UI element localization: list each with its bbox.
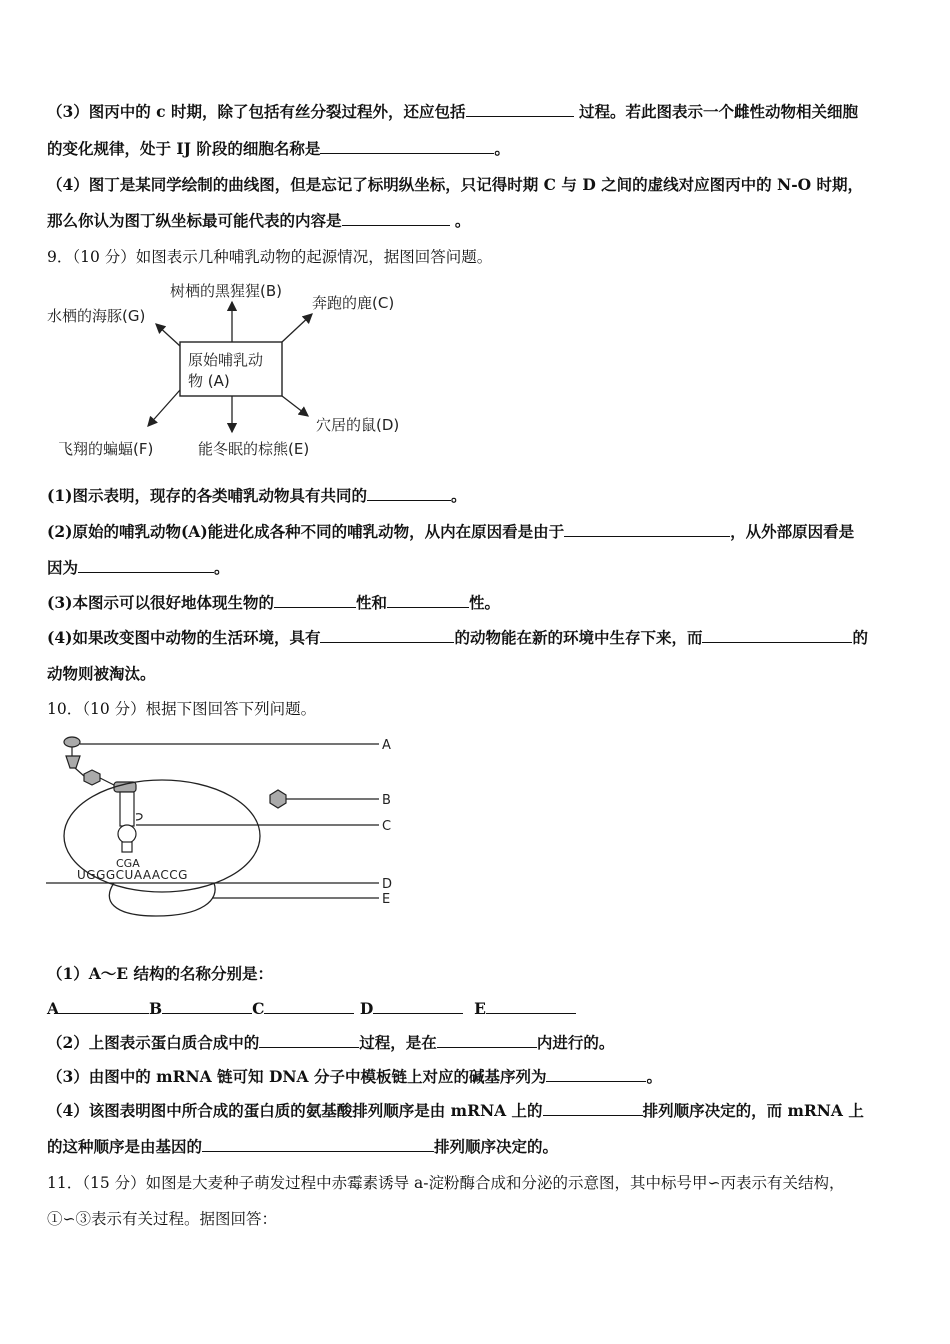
q11-header-line2: ①∽③表示有关过程。据图回答： bbox=[47, 1210, 277, 1228]
origin-label-line2: 物 (A) bbox=[188, 372, 230, 390]
answer-blank[interactable] bbox=[373, 999, 463, 1014]
label-D: D bbox=[382, 877, 393, 892]
q8-part4-line1: （4）图丁是某同学绘制的曲线图，但是忘记了标明纵坐标，只记得时期 C 与 D 之间的虚线对应图丙中的 N-O 时期， bbox=[47, 175, 864, 194]
arrow-to-F bbox=[148, 390, 180, 426]
q9-header: 9．（10 分）如图表示几种哺乳动物的起源情况，据图回答问题。 bbox=[47, 248, 493, 266]
q11-header-line1: 11．（15 分）如图是大麦种子萌发过程中赤霉素诱导 a-淀粉酶合成和分泌的示意图，其中标号甲∽丙表示有关结构， bbox=[47, 1174, 845, 1192]
q10-sub2: （2）上图表示蛋白质合成中的 过程，是在 内进行的。 bbox=[47, 1033, 615, 1052]
answer-blank[interactable] bbox=[486, 999, 576, 1014]
q9-sub4-line2: 动物则被淘汰。 bbox=[47, 664, 156, 683]
amino-acid-2 bbox=[66, 756, 80, 768]
label-B: 树栖的黑猩猩(B) bbox=[170, 282, 282, 300]
q10-header: 10．（10 分）根据下图回答下列问题。 bbox=[47, 700, 317, 718]
label-B: B bbox=[382, 793, 391, 808]
q10-sub1-blanks: A B C D E bbox=[47, 999, 576, 1019]
arrow-to-D bbox=[282, 396, 308, 416]
q9-sub2-line2: 因为 。 bbox=[47, 558, 230, 577]
answer-blank[interactable] bbox=[59, 999, 149, 1014]
label-D: 穴居的鼠(D) bbox=[316, 416, 400, 434]
answer-blank[interactable] bbox=[367, 486, 451, 501]
arrow-to-G bbox=[156, 324, 180, 346]
answer-blank[interactable] bbox=[546, 1067, 646, 1082]
answer-blank[interactable] bbox=[564, 522, 730, 537]
q10-sub4-line1: （4）该图表明图中所合成的蛋白质的氨基酸排列顺序是由 mRNA 上的 排列顺序决定的，而 mRNA 上 bbox=[47, 1101, 864, 1120]
q8-part3-line1: （3）图丙中的 c 时期，除了包括有丝分裂过程外，还应包括 过程。若此图表示一个雌性动物相关细胞 bbox=[47, 102, 858, 121]
label-C: C bbox=[382, 819, 392, 834]
answer-blank[interactable] bbox=[437, 1033, 537, 1048]
label-E: E bbox=[382, 892, 391, 907]
amino-acid-3 bbox=[84, 770, 100, 785]
label-G: 水栖的海豚(G) bbox=[47, 307, 146, 325]
answer-blank[interactable] bbox=[342, 211, 450, 226]
trna-arm bbox=[136, 814, 142, 820]
translation-diagram bbox=[44, 730, 404, 920]
label-C: 奔跑的鹿(C) bbox=[312, 294, 395, 312]
q10-sub1: （1）A～E 结构的名称分别是： bbox=[47, 964, 274, 983]
label-E: 能冬眠的棕熊(E) bbox=[198, 440, 310, 458]
answer-blank[interactable] bbox=[259, 1033, 359, 1048]
trna-loop bbox=[118, 825, 136, 843]
q9-sub2-line1: (2)原始的哺乳动物(A)能进化成各种不同的哺乳动物，从内在原因看是由于 ，从外部原因看是 bbox=[47, 522, 855, 541]
free-amino-acid bbox=[270, 790, 286, 808]
label-F: 飞翔的蝙蝠(F) bbox=[58, 440, 154, 458]
q8-part4-line2: 那么你认为图丁纵坐标最可能代表的内容是 。 bbox=[47, 211, 471, 230]
answer-blank[interactable] bbox=[320, 628, 454, 643]
q9-sub1: (1)图示表明，现存的各类哺乳动物具有共同的 。 bbox=[47, 486, 467, 505]
answer-blank[interactable] bbox=[162, 999, 252, 1014]
mrna-sequence: UGGGCUAAACCG bbox=[77, 868, 188, 882]
origin-label-line1: 原始哺乳动 bbox=[188, 351, 264, 369]
q10-sub3: （3）由图中的 mRNA 链可知 DNA 分子中模板链上对应的碱基序列为 。 bbox=[47, 1067, 662, 1086]
q10-sub4-line2: 的这种顺序是由基因的 排列顺序决定的。 bbox=[47, 1137, 559, 1156]
answer-blank[interactable] bbox=[274, 593, 356, 608]
anticodon-text: CGA bbox=[116, 857, 140, 870]
answer-blank[interactable] bbox=[387, 593, 469, 608]
q9-sub3: (3)本图示可以很好地体现生物的 性和 性。 bbox=[47, 593, 500, 612]
trna-anticodon-arm bbox=[122, 842, 132, 852]
answer-blank[interactable] bbox=[702, 628, 852, 643]
arrow-to-C bbox=[282, 314, 312, 342]
answer-blank[interactable] bbox=[466, 102, 574, 117]
mammal-origin-diagram bbox=[44, 276, 434, 466]
amino-acid-1 bbox=[64, 737, 80, 747]
answer-blank[interactable] bbox=[320, 139, 494, 154]
answer-blank[interactable] bbox=[264, 999, 354, 1014]
peptide-bond bbox=[75, 768, 84, 776]
trna-stem bbox=[120, 792, 134, 826]
answer-blank[interactable] bbox=[78, 558, 214, 573]
answer-blank[interactable] bbox=[202, 1137, 434, 1152]
q9-sub4-line1: (4)如果改变图中动物的生活环境，具有 的动物能在新的环境中生存下来，而 的 bbox=[47, 628, 868, 647]
q8-part3-line2: 的变化规律，处于 IJ 阶段的细胞名称是 。 bbox=[47, 139, 510, 158]
label-A: A bbox=[382, 738, 391, 753]
answer-blank[interactable] bbox=[543, 1101, 643, 1116]
